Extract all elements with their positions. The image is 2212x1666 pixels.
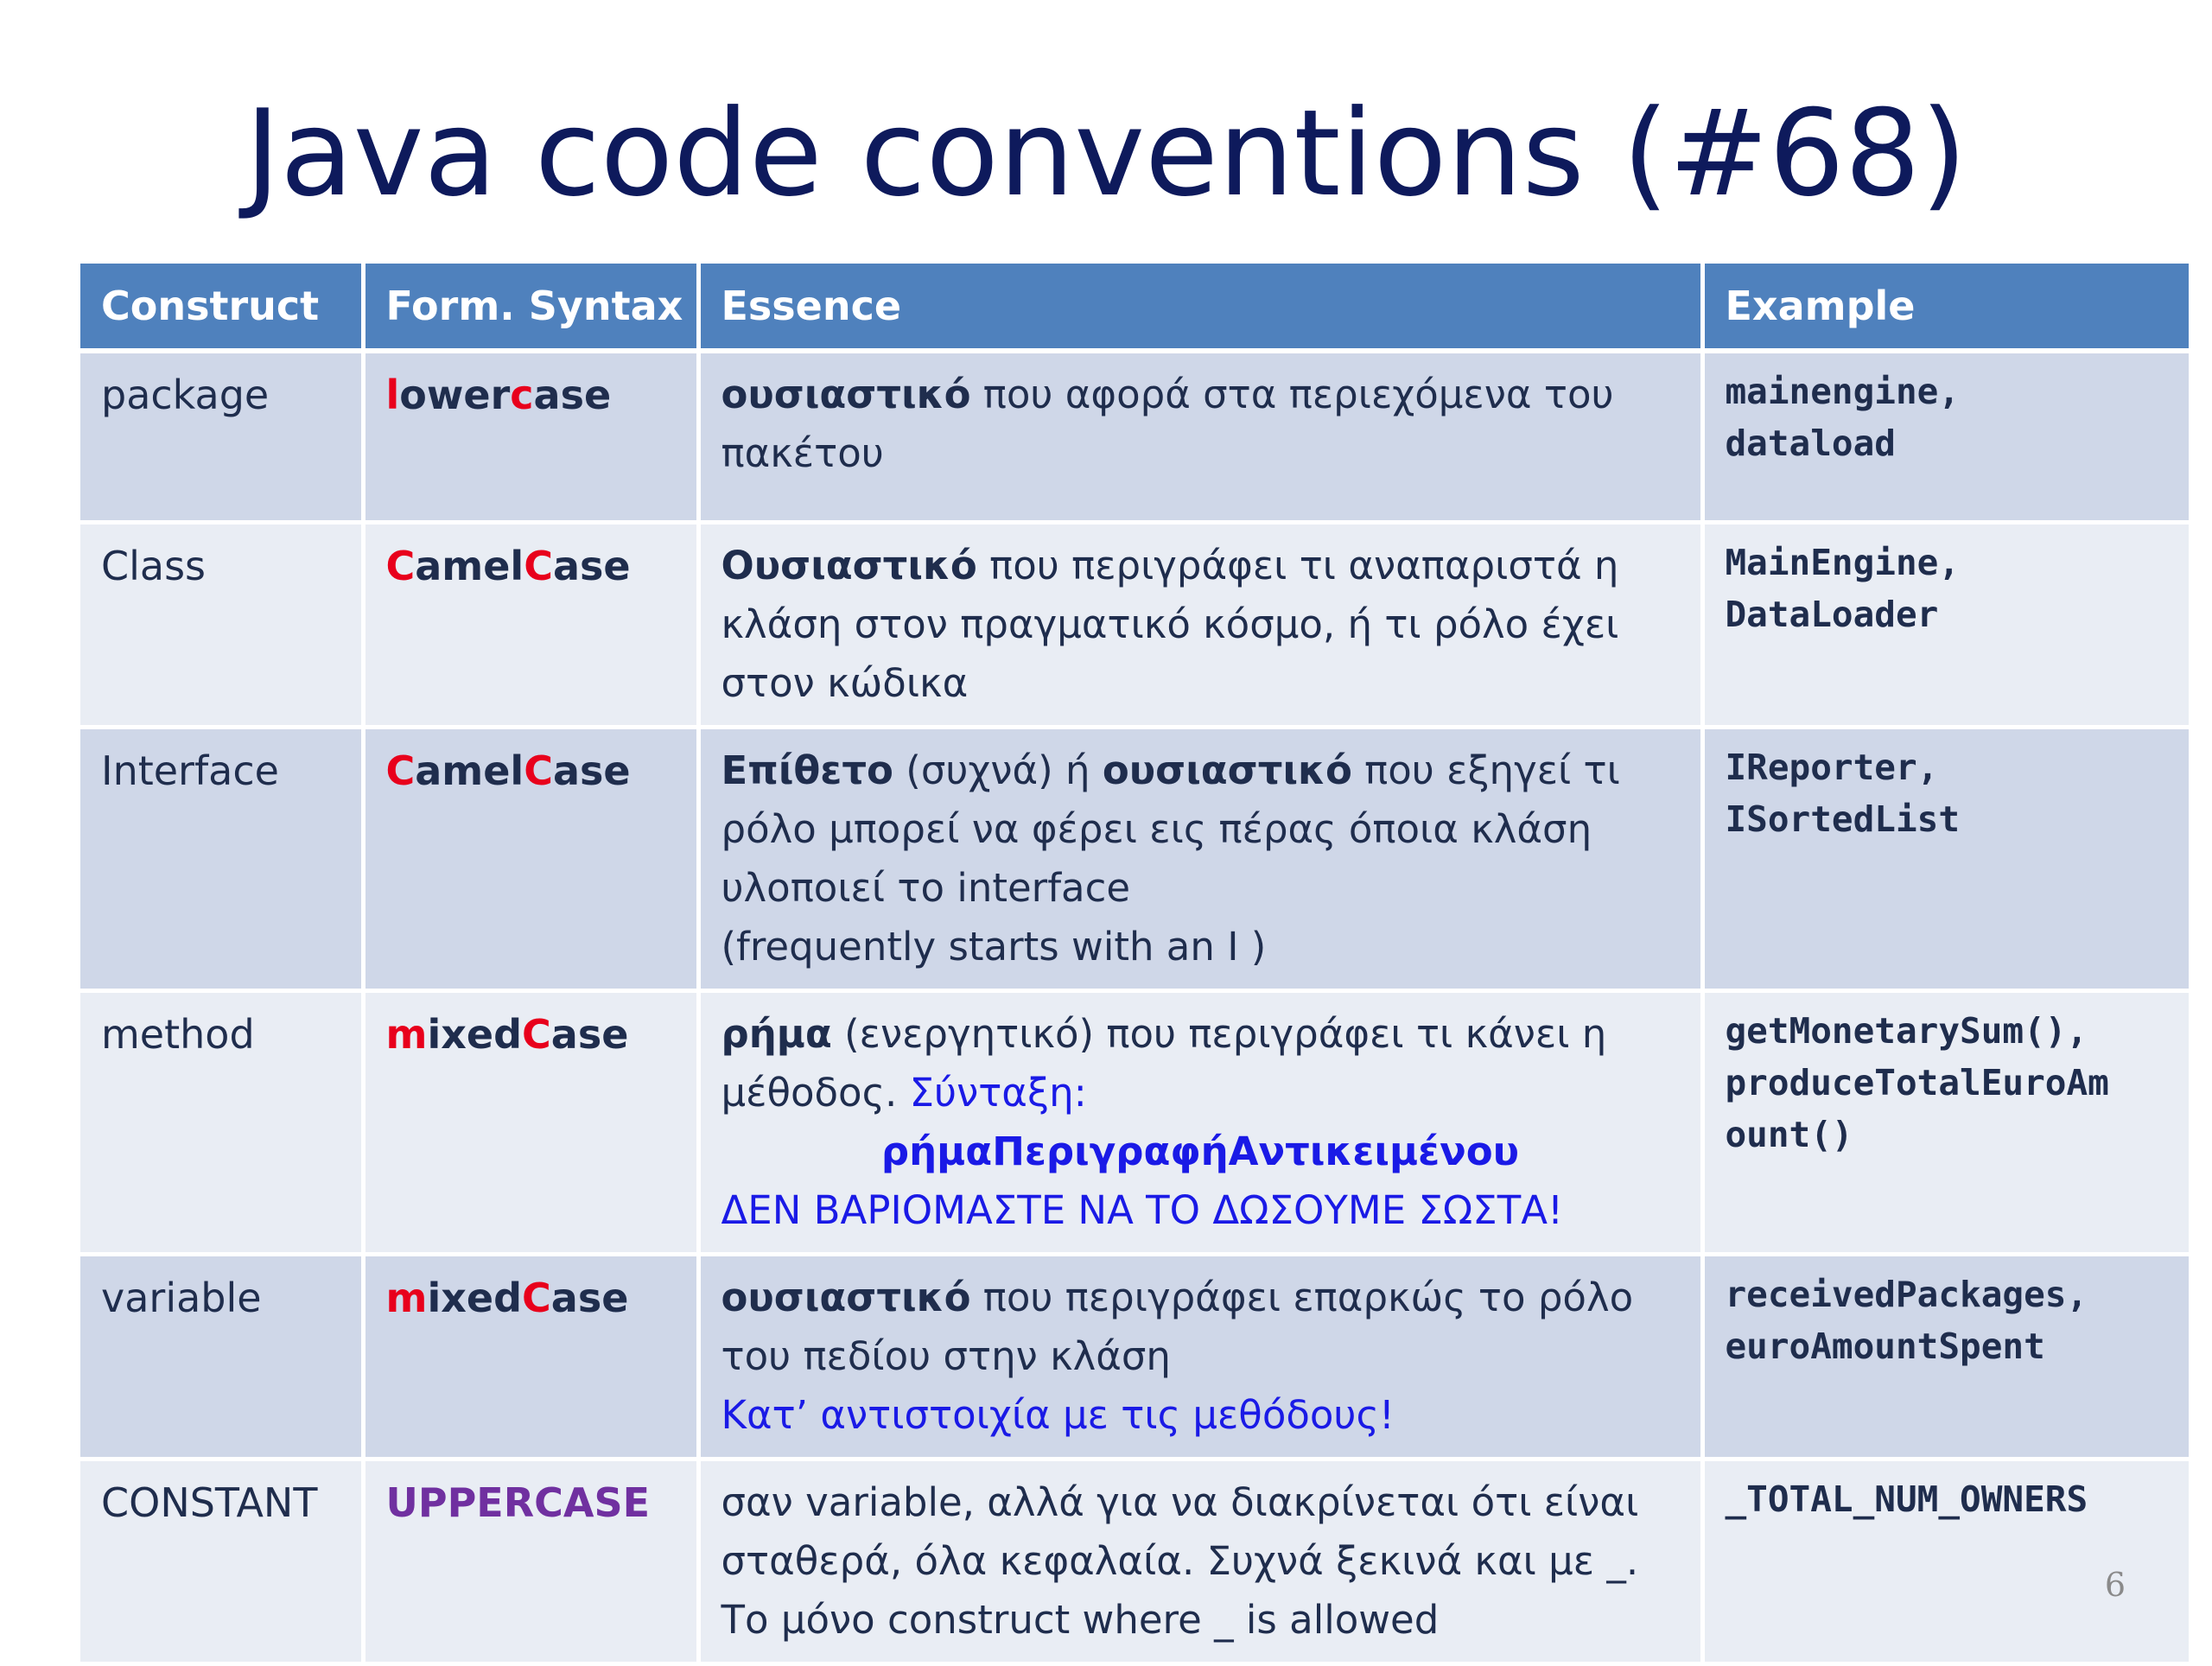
syntax-highlight: C [522, 1010, 551, 1058]
construct-cell: CONSTANT [80, 1459, 363, 1663]
syntax-text: ase [552, 542, 631, 589]
slide-title: Java code conventions (#68) [245, 84, 1967, 223]
syntax-cell [363, 727, 698, 990]
syntax-text: ase [550, 1010, 629, 1058]
syntax-cell [363, 522, 698, 727]
table-row-variable [80, 1254, 2189, 1459]
header-syntax: Form. Syntax [363, 264, 698, 351]
example-cell [1702, 351, 2189, 522]
syntax-text: ase [552, 747, 631, 794]
syntax-highlight: C [524, 542, 553, 589]
syntax-highlight: C [385, 747, 416, 794]
syntax-highlight: m [385, 1274, 428, 1321]
essence-keyword: ουσιαστικό [1102, 747, 1352, 793]
syntax-highlight: l [385, 372, 400, 418]
essence-text: (συχνά) ή [893, 747, 1103, 793]
table-row-package [80, 351, 2189, 522]
essence-text: Το μόνο construct where _ is allowed [721, 1596, 1440, 1643]
syntax-highlight: C [524, 747, 553, 794]
construct-cell: Class [80, 522, 363, 727]
example-line: MainEngine, [1725, 541, 1961, 583]
example-line: ount() [1725, 1113, 1853, 1155]
essence-warning: ΔΕΝ ΒΑΡΙΟΜΑΣΤΕ ΝΑ ΤΟ ΔΩΣΟΥΜΕ ΣΩΣΤΑ! [721, 1186, 1564, 1233]
header-example: Example [1702, 264, 2189, 351]
example-line: produceTotalEuroAm [1725, 1061, 2109, 1103]
example-cell [1702, 990, 2189, 1254]
syntax-highlight: m [385, 1010, 428, 1058]
essence-cell [698, 1459, 1702, 1663]
essence-keyword: Επίθετο [721, 747, 893, 793]
example-line: ISortedList [1725, 798, 1961, 840]
example-line: IReporter, [1725, 746, 1939, 788]
syntax-cell [363, 1459, 698, 1663]
syntax-text: ase [533, 372, 612, 418]
table-row-interface [80, 727, 2189, 990]
essence-text: που περιγράφει τι αναπαριστά η κλάση στον πραγματικό κόσμο, ή τι ρόλο έχει στον κώδικα [721, 542, 1619, 706]
essence-text: που εξηγεί τι ρόλο μπορεί να φέρει εις πέρας όποια κλάση υλοποιεί το interface [721, 747, 1620, 911]
table-row-constant [80, 1459, 2189, 1663]
example-cell [1702, 1459, 2189, 1663]
essence-cell [698, 522, 1702, 727]
essence-cell [698, 990, 1702, 1254]
example-line: DataLoader [1725, 593, 1939, 635]
syntax-highlight: UPPERCASE [385, 1478, 651, 1526]
essence-keyword: Ουσιαστικό [721, 542, 977, 588]
syntax-text: amel [415, 747, 524, 794]
essence-note: (frequently starts with an I ) [721, 923, 1267, 970]
header-construct: Construct [80, 264, 363, 351]
example-line: receivedPackages, [1725, 1273, 2088, 1315]
example-line: dataload [1725, 423, 1896, 464]
syntax-highlight: c [510, 372, 534, 418]
essence-text: (ενεργητικό) που περιγράφει τι κάνει η μέθοδος. [721, 1010, 1607, 1116]
construct-cell: Interface [80, 727, 363, 990]
essence-keyword: ρήμα [721, 1010, 832, 1057]
construct-cell: method [80, 990, 363, 1254]
syntax-cell [363, 351, 698, 522]
construct-cell: package [80, 351, 363, 522]
essence-text: που αφορά στα περιεχόμενα του πακέτου [721, 372, 1614, 476]
essence-text: που περιγράφει επαρκώς το ρόλο του πεδίου στην κλάση [721, 1274, 1634, 1379]
syntax-highlight: C [385, 542, 416, 589]
essence-syntax-label: Σύνταξη: [909, 1069, 1087, 1116]
example-line: _TOTAL_NUM_OWNERS [1725, 1478, 2088, 1520]
syntax-text: ower [399, 372, 511, 418]
essence-text: σαν variable, αλλά για να διακρίνεται ότι είναι σταθερά, όλα κεφαλαία. Συχνά ξεκινά και με _. [721, 1478, 1639, 1584]
example-cell [1702, 1254, 2189, 1459]
example-line: getMonetarySum(), [1725, 1009, 2088, 1052]
essence-keyword: ουσιαστικό [721, 1274, 971, 1320]
syntax-cell [363, 990, 698, 1254]
example-cell [1702, 522, 2189, 727]
conventions-table-wrapper [80, 264, 2189, 1666]
example-cell [1702, 727, 2189, 990]
essence-pattern: ρήμαΠεριγραφήΑντικειμένου [880, 1128, 1520, 1174]
syntax-text: amel [415, 542, 524, 589]
example-line: mainengine, [1725, 371, 1961, 412]
table-row-method [80, 990, 2189, 1254]
syntax-text: ase [550, 1274, 629, 1321]
essence-cell [698, 351, 1702, 522]
header-essence: Essence [698, 264, 1702, 351]
table-header-row [80, 264, 2189, 351]
conventions-table [80, 264, 2189, 1666]
essence-cell [698, 727, 1702, 990]
syntax-highlight: C [522, 1274, 551, 1321]
essence-note: Κατ’ αντιστοιχία με τις μεθόδους! [721, 1391, 1395, 1438]
example-line: euroAmountSpent [1725, 1325, 2045, 1367]
essence-keyword: ουσιαστικό [721, 372, 971, 417]
syntax-cell [363, 1254, 698, 1459]
syntax-text: ixed [427, 1274, 523, 1321]
syntax-text: ixed [427, 1010, 523, 1058]
page-number: 6 [2104, 1566, 2126, 1604]
table-row-class [80, 522, 2189, 727]
construct-cell: variable [80, 1254, 363, 1459]
essence-cell [698, 1254, 1702, 1459]
